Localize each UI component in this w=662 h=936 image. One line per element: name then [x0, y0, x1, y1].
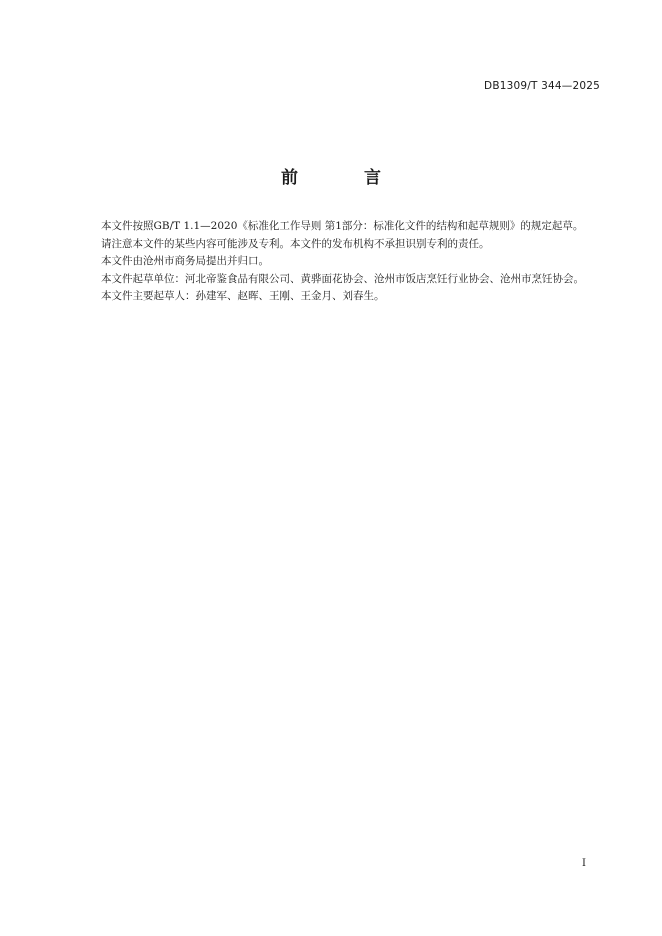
page-title: 前 言 — [281, 168, 411, 188]
paragraph-drafting-units: 本文件起草单位：河北帝鉴食品有限公司、黄骅面花协会、沧州市饭店烹饪行业协会、沧州市烹饪协会。 — [101, 272, 584, 285]
page-number: I — [582, 858, 586, 869]
paragraph-proposer: 本文件由沧州市商务局提出并归口。 — [101, 255, 269, 267]
paragraph-patent-notice: 请注意本文件的某些内容可能涉及专利。本文件的发布机构不承担识别专利的责任。 — [101, 237, 490, 250]
document-code: DB1309/T 344—2025 — [484, 80, 600, 92]
paragraph-drafting-rules: 本文件按照GB/T 1.1—2020《标准化工作导则 第1部分：标准化文件的结构和起草规则》的规定起草。 — [101, 220, 584, 232]
foreword-body — [80, 218, 600, 306]
paragraph-drafters: 本文件主要起草人：孙建军、赵晖、王刚、王金月、刘春生。 — [101, 290, 385, 302]
